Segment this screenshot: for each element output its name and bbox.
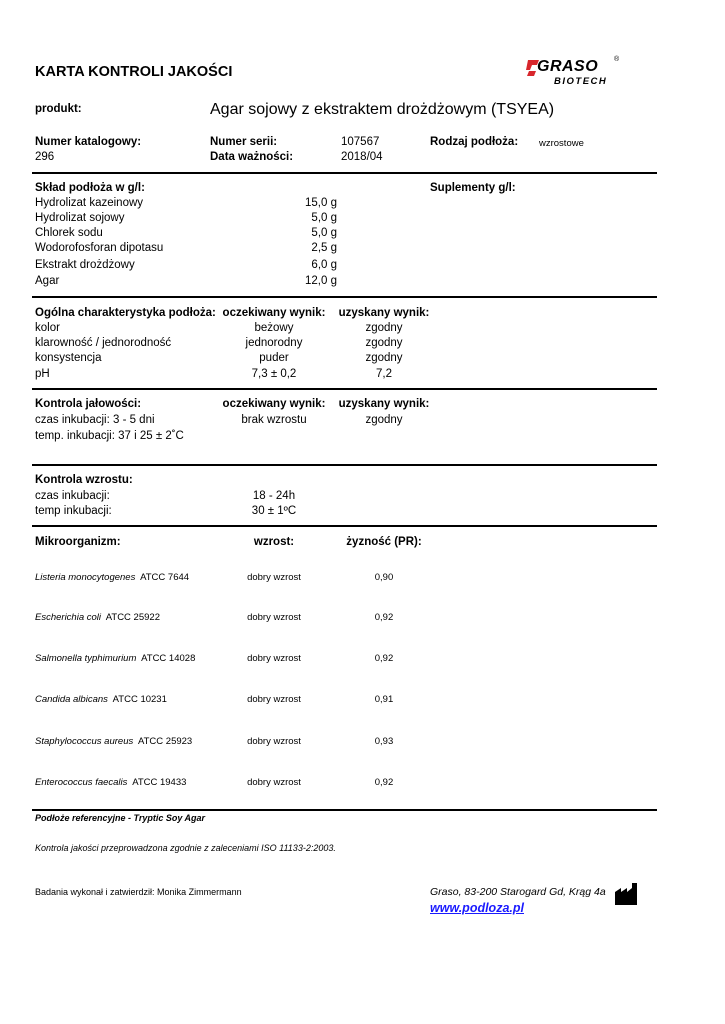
microorganism-row: [35, 653, 195, 664]
species-name: Salmonella typhimurium: [35, 653, 137, 664]
logo-registered: ®: [614, 56, 620, 63]
strain-id: ATCC 10231: [112, 694, 167, 705]
ingredient-name: Chlorek sodu: [35, 227, 103, 239]
sterility-expected-heading: oczekiwany wynik:: [222, 398, 326, 410]
property-obtained: zgodny: [365, 352, 403, 364]
microorganism-row: [35, 694, 167, 705]
strain-id: ATCC 19433: [132, 777, 187, 788]
website-link[interactable]: www.podloza.pl: [430, 901, 524, 915]
growth-result: dobry wzrost: [247, 653, 301, 664]
catalog-number-label: Numer katalogowy:: [35, 136, 142, 148]
series-value: 107567: [341, 136, 380, 148]
sterility-time: czas inkubacji: 3 - 5 dni: [35, 414, 155, 426]
obtained-heading: uzyskany wynik:: [338, 307, 430, 319]
divider: [32, 388, 657, 390]
logo-sub: BIOTECH: [554, 76, 608, 87]
factory-icon: [615, 883, 639, 905]
property-name: konsystencja: [35, 352, 102, 364]
ingredient-value: 5,0 g: [311, 227, 337, 239]
property-name: klarowność / jednorodność: [35, 337, 172, 349]
ingredient-value: 5,0 g: [311, 212, 337, 224]
growth-result: dobry wzrost: [247, 572, 301, 583]
sterility-obtained-heading: uzyskany wynik:: [338, 398, 430, 410]
growth-result: dobry wzrost: [247, 694, 301, 705]
pr-value: 0,93: [374, 736, 394, 747]
sterility-expected: brak wzrostu: [241, 414, 307, 426]
pr-value: 0,91: [374, 694, 394, 705]
growth-temp-label: temp inkubacji:: [35, 505, 112, 517]
pr-value: 0,92: [374, 777, 394, 788]
ingredient-name: Agar: [35, 275, 60, 287]
expiry-label: Data ważności:: [210, 151, 294, 163]
media-type-label: Rodzaj podłoża:: [430, 136, 519, 148]
ingredient-value: 6,0 g: [311, 259, 337, 271]
property-name: pH: [35, 368, 50, 380]
growth-time-value: 18 - 24h: [252, 490, 296, 502]
ingredient-value: 2,5 g: [311, 242, 337, 254]
property-obtained: zgodny: [365, 337, 403, 349]
microorganism-row: [35, 736, 192, 747]
reference-medium: Podłoże referencyjne - Tryptic Soy Agar: [35, 813, 206, 823]
expiry-value: 2018/04: [341, 151, 383, 163]
microorganism-row: [35, 777, 186, 788]
strain-id: ATCC 25922: [105, 612, 160, 623]
property-expected: jednorodny: [245, 337, 303, 349]
divider: [32, 809, 657, 811]
pr-column-heading: żyzność (PR):: [346, 536, 422, 548]
media-type-value: wzrostowe: [539, 138, 584, 149]
species-name: Listeria monocytogenes: [35, 572, 136, 583]
divider: [32, 464, 657, 466]
growth-heading: Kontrola wzrostu:: [35, 474, 133, 486]
species-name: Candida albicans: [35, 694, 108, 705]
strain-id: ATCC 7644: [140, 572, 190, 583]
pr-value: 0,92: [374, 653, 394, 664]
catalog-number-value: 296: [35, 151, 55, 163]
microorganism-row: [35, 572, 189, 583]
graso-logo: [526, 56, 626, 92]
growth-time-label: czas inkubacji:: [35, 490, 110, 502]
growth-temp-value: 30 ± 1ºC: [251, 505, 297, 517]
property-expected: beżowy: [254, 322, 294, 334]
growth-column-heading: wzrost:: [253, 536, 295, 548]
ingredient-name: Hydrolizat sojowy: [35, 212, 125, 224]
property-obtained: zgodny: [365, 322, 403, 334]
signature-line: Badania wykonał i zatwierdził: Monika Zimmermann: [35, 887, 242, 897]
property-expected: puder: [259, 352, 289, 364]
microorganism-row: [35, 612, 160, 623]
product-label: produkt:: [35, 103, 82, 115]
ingredient-name: Ekstrakt drożdżowy: [35, 259, 135, 271]
pr-value: 0,92: [374, 612, 394, 623]
product-name: Agar sojowy z ekstraktem drożdżowym (TSYEA): [210, 101, 555, 118]
logo-brand: GRASO: [537, 58, 599, 75]
general-heading: Ogólna charakterystyka podłoża:: [35, 307, 216, 319]
iso-note: Kontrola jakości przeprowadzona zgodnie z zaleceniami ISO 11133-2:2003.: [35, 843, 336, 853]
ingredient-name: Hydrolizat kazeinowy: [35, 197, 144, 209]
supplements-heading: Suplementy g/l:: [430, 182, 516, 194]
property-name: kolor: [35, 322, 60, 334]
microorganism-heading: Mikroorganizm:: [35, 536, 121, 548]
page-title: KARTA KONTROLI JAKOŚCI: [35, 64, 233, 80]
pr-value: 0,90: [374, 572, 394, 583]
property-obtained: 7,2: [376, 368, 392, 380]
divider: [32, 525, 657, 527]
species-name: Staphylococcus aureus: [35, 736, 134, 747]
sterility-temp: temp. inkubacji: 37 i 25 ± 2˚C: [35, 430, 184, 442]
expected-heading: oczekiwany wynik:: [222, 307, 326, 319]
growth-result: dobry wzrost: [247, 777, 301, 788]
property-expected: 7,3 ± 0,2: [251, 368, 297, 380]
species-name: Enterococcus faecalis: [35, 777, 128, 788]
strain-id: ATCC 14028: [141, 653, 196, 664]
growth-result: dobry wzrost: [247, 612, 301, 623]
ingredient-value: 12,0 g: [305, 275, 337, 287]
composition-heading: Skład podłoża w g/l:: [35, 182, 145, 194]
divider: [32, 172, 657, 174]
species-name: Escherichia coli: [35, 612, 101, 623]
ingredient-value: 15,0 g: [305, 197, 337, 209]
series-label: Numer serii:: [210, 136, 278, 148]
strain-id: ATCC 25923: [138, 736, 193, 747]
ingredient-name: Wodorofosforan dipotasu: [35, 242, 164, 254]
sterility-heading: Kontrola jałowości:: [35, 398, 142, 410]
divider: [32, 296, 657, 298]
sterility-obtained: zgodny: [365, 414, 403, 426]
company-address: Graso, 83-200 Starogard Gd, Krąg 4a: [430, 886, 606, 898]
growth-result: dobry wzrost: [247, 736, 301, 747]
